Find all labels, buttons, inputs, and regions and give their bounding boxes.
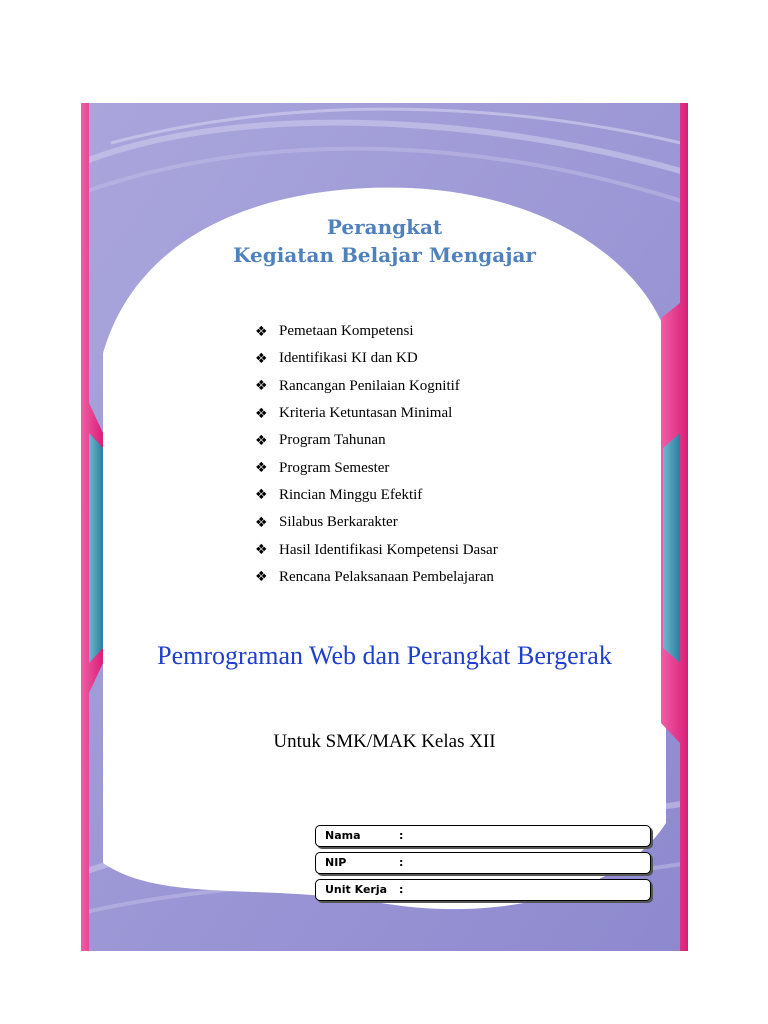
list-item xyxy=(255,373,585,400)
list-item-label: Rencana Pelaksanaan Pembelajaran xyxy=(279,568,494,585)
diamond-bullet-icon: ❖ xyxy=(255,350,268,367)
list-item-label: Kriteria Ketuntasan Minimal xyxy=(279,405,453,422)
name-field[interactable] xyxy=(315,825,651,847)
cover-page xyxy=(81,103,688,951)
diamond-bullet-icon: ❖ xyxy=(255,514,268,531)
list-item xyxy=(255,427,585,454)
list-item xyxy=(255,564,585,591)
list-item-label: Pemetaan Kompetensi xyxy=(279,323,414,340)
diamond-bullet-icon: ❖ xyxy=(255,460,268,477)
nip-field[interactable] xyxy=(315,852,651,874)
diamond-bullet-icon: ❖ xyxy=(255,487,268,504)
list-item xyxy=(255,400,585,427)
diamond-bullet-icon: ❖ xyxy=(255,432,268,449)
field-separator: : xyxy=(399,829,404,842)
diamond-bullet-icon: ❖ xyxy=(255,323,268,340)
list-item xyxy=(255,509,585,536)
list-item-label: Silabus Berkarakter xyxy=(279,514,398,531)
field-separator: : xyxy=(399,883,404,896)
diamond-bullet-icon: ❖ xyxy=(255,542,268,559)
cover-content xyxy=(81,103,688,951)
list-item-label: Rincian Minggu Efektif xyxy=(279,486,423,503)
list-item xyxy=(255,482,585,509)
diamond-bullet-icon: ❖ xyxy=(255,405,268,422)
list-item-label: Identifikasi KI dan KD xyxy=(279,350,418,367)
list-item-label: Rancangan Penilaian Kognitif xyxy=(279,377,460,394)
field-label: Nama xyxy=(325,829,361,842)
diamond-bullet-icon: ❖ xyxy=(255,378,268,395)
diamond-bullet-icon: ❖ xyxy=(255,569,268,586)
list-item xyxy=(255,536,585,563)
heading-line1: Perangkat xyxy=(326,215,443,239)
list-item xyxy=(255,318,585,345)
list-item-label: Program Semester xyxy=(279,459,390,476)
list-item-label: Hasil Identifikasi Kompetensi Dasar xyxy=(279,541,498,558)
field-label: Unit Kerja xyxy=(325,883,388,896)
contents-list xyxy=(255,318,585,591)
heading-line2: Kegiatan Belajar Mengajar xyxy=(233,243,536,267)
field-label: NIP xyxy=(325,856,347,869)
list-item xyxy=(255,454,585,481)
unit-kerja-field[interactable] xyxy=(315,879,651,901)
list-item-label: Program Tahunan xyxy=(279,432,386,449)
subject-title: Pemrograman Web dan Perangkat Bergerak xyxy=(157,641,612,670)
grade-label: Untuk SMK/MAK Kelas XII xyxy=(273,731,496,752)
list-item xyxy=(255,345,585,372)
field-separator: : xyxy=(399,856,404,869)
